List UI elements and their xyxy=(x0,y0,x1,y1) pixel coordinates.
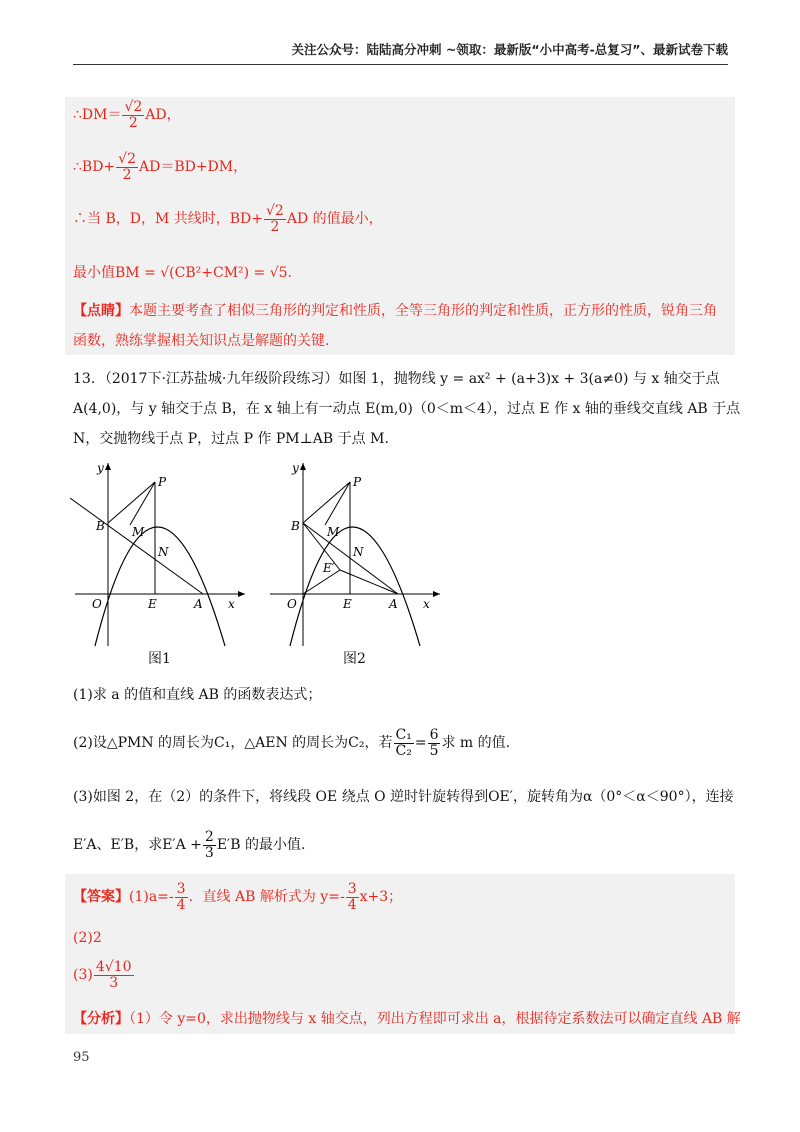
fig1-label-e: E xyxy=(148,597,157,611)
fig1-label-p: P xyxy=(158,475,167,489)
answer-line-3: (3) $\frac{4√10}{3}$ xyxy=(73,959,132,991)
fig2-label-o: O xyxy=(287,597,297,611)
answer-tag: 【答案】 xyxy=(73,889,129,906)
page-number: 95 xyxy=(73,1050,90,1065)
figure-2 xyxy=(265,458,445,648)
comment-tag: 【点睛】 xyxy=(73,303,129,319)
figure-1-caption: 图1 xyxy=(148,651,171,667)
fig1-label-m: M xyxy=(132,525,145,539)
solution-line-2: ∴BD+ $\frac{√2}{2}$ AD＝BD+DM， xyxy=(73,151,248,183)
comment-line-1: 【点睛】本题主要考查了相似三角形的判定和性质，全等三角形的判定和性质，正方形的性质，锐角三角 xyxy=(73,303,717,319)
fig2-label-b: B xyxy=(291,519,300,533)
fig2-label-p: P xyxy=(353,475,362,489)
solution-line-1: ∴DM＝ $\frac{√2}{2}$ AD， xyxy=(73,99,181,131)
solution-line-3: ∴当 B，D，M 共线时，BD+ $\frac{√2}{2}$ AD 的值最小， xyxy=(73,203,383,235)
problem-line-3: N，交抛物线于点 P，过点 P 作 PM⊥AB 于点 M. xyxy=(73,431,389,447)
fig2-label-n: N xyxy=(353,545,364,559)
fig2-label-e: E xyxy=(343,597,352,611)
fig2-label-a: A xyxy=(389,597,398,611)
fig2-label-x: x xyxy=(423,597,430,611)
question-1: (1)求 a 的值和直线 AB 的函数表达式； xyxy=(73,687,322,703)
solution-line-4: 最小值BM = √(CB²+CM²) = √5. xyxy=(73,265,293,281)
analysis-line: 【分析】（1）令 y=0，求出抛物线与 x 轴交点，列出方程即可求出 a，根据待定系数法可以确定直线 AB 解 xyxy=(73,1011,741,1027)
question-2: (2)设△PMN 的周长为C₁，△AEN 的周长为C₂，若 $\frac{\text{C₁}}{\text{C₂}}$ = $\frac{6}{5}$ 求 m 的值. xyxy=(73,727,511,759)
fig1-label-o: O xyxy=(92,597,102,611)
problem-line-1: 13．（2017下·江苏盐城·九年级阶段练习）如图 1，抛物线 y = ax² + (a+3)x + 3(a≠0) 与 x 轴交于点 xyxy=(73,371,720,387)
fig2-label-eprime: E′ xyxy=(323,561,335,575)
comment-line-2: 函数，熟练掌握相关知识点是解题的关键. xyxy=(73,333,330,349)
fig1-label-b: B xyxy=(96,519,105,533)
question-3-line-1: (3)如图 2，在（2）的条件下，将线段 OE 绕点 O 逆时针旋转得到OE′，旋转角为α（0°＜α＜90°），连接 xyxy=(73,789,734,805)
fig1-label-y: y xyxy=(97,461,104,475)
fig2-label-m: M xyxy=(327,525,340,539)
answer-line-1: 【答案】(1)a=- $\frac{3}{4}$ ．直线 AB 解析式为 y=- $\frac{3}{4}$ x+3； xyxy=(73,881,403,913)
figure-1 xyxy=(70,458,250,648)
analysis-tag: 【分析】 xyxy=(73,1011,129,1027)
fig1-label-x: x xyxy=(228,597,235,611)
question-3-line-2: E′A、E′B，求E′A + $\frac{2}{3}$ E′B 的最小值. xyxy=(73,829,306,861)
fig1-label-n: N xyxy=(158,545,169,559)
problem-line-2: A(4,0)，与 y 轴交于点 B，在 x 轴上有一动点 E(m,0)（0＜m＜4），过点 E 作 x 轴的垂线交直线 AB 于点 xyxy=(73,401,741,417)
answer-line-2: (2)2 xyxy=(73,930,102,946)
fig1-label-a: A xyxy=(194,597,203,611)
fig2-label-y: y xyxy=(292,461,299,475)
figure-2-caption: 图2 xyxy=(343,651,366,667)
page-header: 关注公众号：陆陆高分冲刺 ~领取：最新版“小中高考-总复习”、最新试卷下载 xyxy=(73,40,728,65)
